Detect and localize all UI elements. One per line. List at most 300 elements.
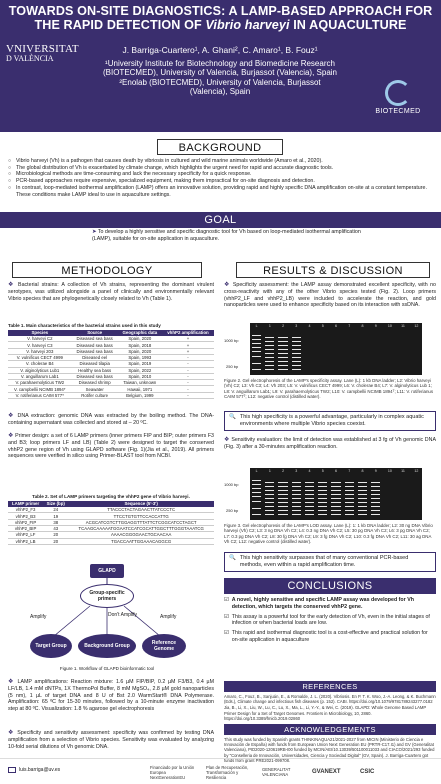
table-cell: Spain, 2022: [118, 367, 162, 373]
amplify-label-right: Amplify: [160, 614, 177, 620]
table-row: [8, 392, 214, 398]
table-cell: AAAACGGGGAACTGCAACAA: [68, 532, 214, 538]
table-cell: vhhP2_LF: [8, 532, 43, 538]
gel-band: [292, 361, 301, 362]
list-item: Amaro, C., Fouz, B., Sanjuán, E., & Romalde, J. L. (2020). Vibriosis. En P. T. K. Woo, J.-A. Leong, & K. Buchmann (Eds.), Climate change and infectious fish diseases (p. 152). CABI. https://doi.org/10.1079/9781789243277.0182: [224, 694, 436, 705]
table-cell: Diseased eel: [72, 354, 118, 360]
gel-lane-label: 4: [308, 469, 311, 473]
check-icon: ❖: [8, 413, 18, 419]
gel2-marker-1000: 1000 bp: [224, 482, 239, 487]
table-header-cell: Source: [72, 330, 118, 336]
author-names: J. Barriga-Cuartero¹, A. Ghani², C. Amaro¹, B. Fouz¹: [122, 45, 318, 55]
gel-band: [318, 498, 327, 499]
table-cell: +: [162, 348, 214, 354]
gel-band: [345, 494, 354, 495]
gel-band: [358, 514, 367, 515]
gel-band: [292, 337, 301, 338]
figure-2-caption: Figure 2. Gel electrophoresis of the LAMP's specificity assay. Lane (L): 1 kb DNA ladder; L2: Vibrio harveyi (Vh) C2; L3: Vh C3; L4: Vh 203; L5: V. vulnificus CECT 4999; L6: V. cholerae B4; L7: V. alginolyticus Lub 1; L8: V. anguillarum Lab1; L9: V. parahaemolyticus TW2; L10: V. campbellii NCIMB 1894ᵀ; L11: V. rotiferianus CAIM 577ᵀ; L12: negative control (distilled water).: [224, 378, 434, 399]
gel-band: [265, 486, 274, 487]
gel-band: [318, 502, 327, 503]
goal-heading: GOAL: [0, 212, 441, 228]
gel-lane-label: 7: [348, 469, 351, 473]
authors-block: [100, 46, 340, 97]
gel2-marker-250: 250 bp: [226, 508, 239, 513]
list-item: ○ The global distribution of Vh is exacerbated by climate change, which highlights the urgent need for rapid and accurate diagnostic tools.: [8, 164, 334, 171]
gel-lane-label: 11: [401, 469, 405, 473]
gel-band: [265, 514, 274, 515]
table-cell: 19: [43, 513, 68, 519]
gel-lane-label: 12: [414, 324, 419, 328]
eu-logo: Financiado por la Unión Europea NextGenerationEU: [150, 764, 195, 780]
gel-band: [252, 343, 261, 344]
gel-band: [371, 510, 380, 511]
gel-band: [345, 486, 354, 487]
gel-band: [358, 486, 367, 487]
table-cell: V. anguillarum Lab1: [8, 373, 72, 379]
gel-band: [358, 498, 367, 499]
gel-lane-label: 5: [321, 324, 324, 328]
gel-band: [278, 353, 287, 354]
gel-band: [278, 337, 287, 338]
references-list: [224, 694, 436, 721]
acknowledgements-text: This study was funded by Spanish grants THINKINAQUA21/2021-2027 from MICIN (Ministerio de Ciencia e Innovación de España) with funds from European Union Next Generation EU (PRTR-C17.I1) and GV (Generalitat Valenciana), PID2020-120619RB-I00 funded by MCIN/AEI/10.13039/501100011033 and CIACO/2021/293 funded by "Conselleria de Innovación, Universidades, Ciencia y Sociedad Digital" (GV, Spain). J. Barriga-Cuartero got funds from grant PRE2021-099708.: [224, 737, 435, 763]
gel-lane-label: 1: [268, 324, 271, 328]
gel-lane-label: 7: [348, 324, 351, 328]
lamp-amplification-text: ❖ LAMP amplifications: Reaction mixture: 1.6 µM FIP/BIP, 0.2 µM F3/B3, 0.4 µM LF/LB, 1.4 mM dNTPs, 1X ThermoPol Buffer, 8 mM MgSO₄, 2.8 µM gold nanoparticles (5 nm), 1 µL of target DNA and 8 U of Bst 2.0 WarmStart® DNA Polymerase. Amplification: 65 ºC for 15-30 minutes, followed by a 10-minute enzyme inactivation step at 80 ºC. Visualization: 1.8 % agarose gel electrophoresis: [8, 679, 214, 713]
table-cell: +: [162, 342, 214, 348]
gel-band: [305, 482, 314, 483]
gel-band: [278, 357, 287, 358]
table-cell: TCAAGCAAAAATGGAATCCATCGCATTGGCTTTGGGTAAATCG: [68, 525, 214, 531]
amplify-label-left: Amplify: [30, 614, 47, 620]
poster-title: TOWARDS ON-SITE DIAGNOSTICS: A LAMP-BASED APPROACH FOR THE RAPID DETECTION OF Vibrio harveyi IN AQUACULTURE: [8, 4, 433, 32]
gel-lane-label: 3: [295, 469, 298, 473]
gel-band: [278, 345, 287, 346]
gel-band: [252, 488, 261, 489]
bacterial-strains-text: ❖ Bacterial strains: A collection of Vh strains, representing the dominant virulent serotypes, was utilized alongside a panel of clinically and environmentally relevant Vibrio species that are phylogenetically closely related to Vh (Table 1).: [8, 282, 214, 302]
gel-band: [358, 502, 367, 503]
group-primers-node: Group-specific primers: [80, 584, 134, 608]
gel-band: [278, 349, 287, 350]
gel-band: [318, 514, 327, 515]
gel-band: [292, 341, 301, 342]
table-cell: V. harveyi 203: [8, 348, 72, 354]
gel-band: [318, 510, 327, 511]
methodology-heading: METHODOLOGY: [12, 262, 202, 278]
gel-lane-label: 3: [295, 324, 298, 328]
gel-band: [292, 490, 301, 491]
table-cell: V. harveyi C2: [8, 336, 72, 342]
table-cell: Spain, 2010: [118, 373, 162, 379]
references-heading: REFERENCES: [224, 681, 436, 692]
gel-band: [265, 361, 274, 362]
table-cell: V. harveyi C3: [8, 342, 72, 348]
gel-band: [305, 486, 314, 487]
list-item: ☑ This assay is a powerful tool for the early detection of Vh, even in the initial stages of infection or when bacterial loads are low.: [224, 613, 430, 627]
arrow-icon: ➤: [92, 229, 98, 235]
gel-band: [305, 510, 314, 511]
gel-lane-label: 9: [374, 324, 377, 328]
gel-band: [292, 486, 301, 487]
gel-band: [265, 345, 274, 346]
gel-band: [292, 514, 301, 515]
footer: [0, 758, 441, 784]
gel-band: [331, 502, 340, 503]
table-cell: V. parahaemolyticus TW2: [8, 380, 72, 386]
gel-band: [318, 506, 327, 507]
email-contact[interactable]: luis.barriga@uv.es: [8, 767, 60, 773]
gel-band: [331, 490, 340, 491]
gel-band: [278, 510, 287, 511]
background-heading: BACKGROUND: [157, 139, 283, 155]
biotecmed-logo: BIOTECMED: [363, 80, 433, 120]
gel-band: [305, 514, 314, 515]
gva-logo: GENERALITAT VALENCIANA: [262, 767, 291, 777]
gel-band: [305, 498, 314, 499]
gel-band: [252, 339, 261, 340]
gel-band: [292, 498, 301, 499]
gel-band: [292, 510, 301, 511]
recovery-plan-logo: Plan de Recuperación, Transformación y Resiliencia: [206, 764, 249, 780]
table-cell: vhhP2_F3: [8, 507, 43, 513]
conclusions-list: [224, 597, 436, 647]
table-cell: Diseased shrimp: [72, 380, 118, 386]
highlight-sensitivity: 🔍 This high sensitivity surpasses that of many conventional PCR-based methods, even within a rapid amplification time.: [224, 552, 436, 572]
list-item: ☑ A novel, highly sensitive and specific LAMP assay was developed for Vh detection, which targets the conserved vhhP2 gene.: [224, 597, 414, 610]
gel-band: [278, 490, 287, 491]
gel-band: [318, 482, 327, 483]
list-item: ○ Microbiological methods are time-consuming and lack the necessary specificity for a quick response.: [8, 171, 252, 178]
gel-band: [305, 490, 314, 491]
gel-band: [318, 490, 327, 491]
gel-band: [331, 494, 340, 495]
table-header-cell: vhhP2 amplification: [162, 330, 214, 336]
table-cell: 43: [43, 525, 68, 531]
table-cell: Diseased sea bass: [72, 373, 118, 379]
gel-band: [358, 506, 367, 507]
list-item: Jia, B., Li, X., Liu, W., Lu, C., Lu, X., Ma, L., Li, Y.-Y., & Wei, C. (2019). GLAPD: Whole Genome Based LAMP Primer Design for a Set of Target Genomes. Frontiers in Microbiology, 10, 2860. https://doi.org/10.3389/fmicb.2019.02860: [224, 705, 427, 721]
table-cell: 24: [43, 507, 68, 513]
gel-band: [265, 369, 274, 370]
gel-band: [252, 501, 261, 502]
table-cell: -: [162, 380, 214, 386]
gel-band: [358, 510, 367, 511]
gel-band: [265, 502, 274, 503]
sensitivity-result-text: ❖ Sensitivity evaluation: the limit of detection was established at 3 fg of Vh genomic DNA (Fig. 3) after a 30-minutes amplification reaction.: [224, 437, 436, 450]
list-item: ☑ This rapid and isothermal diagnostic tool is a cost-effective and practical solution for on-site application in aquaculture: [224, 630, 428, 643]
gel-band: [278, 482, 287, 483]
gel-band: [278, 506, 287, 507]
reference-genome-node: Reference Genome: [142, 634, 186, 658]
conclusions-heading: CONCLUSIONS: [224, 578, 436, 594]
gel-band: [265, 357, 274, 358]
acknowledgements-heading: ACKNOWLEDGEMENTS: [224, 724, 436, 735]
gel-band: [252, 492, 261, 493]
gel-lane-label: L: [255, 324, 258, 328]
check-icon: ❖: [8, 433, 16, 439]
gel-band: [331, 510, 340, 511]
glapd-workflow: [12, 564, 202, 676]
gel-band: [265, 482, 274, 483]
gel-band: [358, 494, 367, 495]
university-logo: VNIVERSITAT D VALÈNCIA: [6, 43, 79, 63]
table-cell: Diseased sea bass: [72, 348, 118, 354]
check-icon: ❖: [224, 437, 232, 443]
gel-band: [252, 351, 261, 352]
table-cell: -: [162, 386, 214, 392]
gel-band: [265, 337, 274, 338]
gel-lane-label: 1: [268, 469, 271, 473]
figure-1-caption: Figure 1. Workflow of GLAPD bioinformatic tool: [59, 666, 155, 671]
gel-band: [278, 369, 287, 370]
table-cell: Healthy sea bass: [72, 367, 118, 373]
gel-band: [252, 363, 261, 364]
affiliation-2: ²Enolab (BIOTECMED), University of Valencia, Burjassot (Valencia), Spain: [119, 77, 321, 96]
gel-lane-label: 10: [387, 469, 392, 473]
table-2-caption: Table 2. Set of LAMP primers targeting the vhhP2 gene of Vibrio harveyi.: [32, 494, 190, 499]
poster-header: [0, 0, 441, 132]
results-heading: RESULTS & DISCUSSION: [236, 262, 430, 278]
gel-band: [292, 349, 301, 350]
gel-band: [265, 498, 274, 499]
gel-band: [265, 506, 274, 507]
goal-text: ➤ To develop a highly sensitive and specific diagnostic tool for Vh based on loop-mediated isothermal amplification (LAMP), suitable for on-site application in aquaculture.: [92, 229, 361, 242]
gel-band: [292, 365, 301, 366]
gel-lane-label: 5: [321, 469, 324, 473]
table-cell: Diseased tilapia: [72, 361, 118, 367]
gel-band: [292, 502, 301, 503]
check-icon: ❖: [8, 679, 18, 685]
gel-band: [345, 506, 354, 507]
gel-band: [265, 494, 274, 495]
gel-band: [331, 506, 340, 507]
table-cell: +: [162, 336, 214, 342]
table-cell: Rotifer culture: [72, 392, 118, 398]
table-cell: V. cholerae B4: [8, 361, 72, 367]
glapd-node: GLAPD: [90, 564, 124, 578]
gel-lane-label: 8: [361, 324, 364, 328]
check-icon: ❖: [8, 730, 18, 736]
checkbox-icon: ☑: [224, 597, 229, 603]
gel-band: [265, 490, 274, 491]
gel-band: [292, 506, 301, 507]
gel-image-sensitivity: [250, 468, 422, 520]
gel-lane-label: 6: [335, 324, 337, 328]
table-1-caption: Table 1. Main characteristics of the bacterial strains used in this study: [8, 323, 161, 328]
table-cell: Diseased sea bass: [72, 342, 118, 348]
gvanext-logo: GVANEXT: [312, 768, 341, 775]
table-cell: -: [162, 354, 214, 360]
gel-band: [292, 353, 301, 354]
gel-band: [371, 498, 380, 499]
table-1: [8, 323, 214, 399]
table-header-cell: Sequence (5'-3'): [68, 501, 214, 507]
gel-band: [318, 494, 327, 495]
gel-band: [371, 482, 380, 483]
magnifier-icon: 🔍: [229, 555, 236, 561]
table-cell: vhhP2_BIP: [8, 525, 43, 531]
table-cell: V. vulnificus CECT 4999: [8, 354, 72, 360]
table-cell: Spain, 2018: [118, 342, 162, 348]
gel-band: [331, 482, 340, 483]
gel-band: [331, 486, 340, 487]
gel-band: [371, 502, 380, 503]
table-cell: ACGCATCGTCTTGGAGGTTTATTCTCGGCATCCTAGCT: [68, 519, 214, 525]
dna-extraction-text: ❖ DNA extraction: genomic DNA was extracted by the boiling method. The DNA-containing supernatant was collected and stored at – 20 ºC.: [8, 413, 214, 426]
gel-band: [331, 514, 340, 515]
gel-band: [292, 345, 301, 346]
table-cell: V. campbellii NCIMB 1894ᵀ: [8, 386, 72, 392]
table-cell: TTCCTGTGTTCCACCATTG: [68, 513, 214, 519]
table-cell: V. alginolyticus Lub1: [8, 367, 72, 373]
table-cell: Taiwan, unknown: [118, 380, 162, 386]
table-cell: -: [162, 367, 214, 373]
table-header-cell: Geographic data: [118, 330, 162, 336]
check-icon: ❖: [8, 282, 19, 288]
table-header-cell: Size (bp): [43, 501, 68, 507]
gel-band: [252, 347, 261, 348]
figure-3-caption: Figure 3. Gel electrophoresis of the LAMP's LOD assay. Lane (L): 1: 1 kb DNA ladder; L2: 30 ng DNA Vibrio harveyi (Vh) C2; L3: 3 ng DNA Vh C2; L4: 0.3 ng DNA Vh C2; L5: 30 pg DNA Vh C2; L6: 3 pg DNA Vh C2; L7: 0.3 pg DNA Vh C2; L8: 30 fg DNA Vh C2; L9: 3 fg DNA Vh C2; L10: 0.3 fg DNA Vh C2; L11: 30 ag DNA Vh C2; L12: negative control (distilled water).: [224, 523, 433, 544]
table-cell: Hawaii, 1971: [118, 386, 162, 392]
biotecmed-ring-icon: [385, 80, 411, 106]
gel-band: [345, 502, 354, 503]
gel-band: [371, 486, 380, 487]
gel-band: [278, 365, 287, 366]
gel-band: [305, 506, 314, 507]
gel-lane-label: 8: [361, 469, 364, 473]
highlight-specificity: 🔍 This high specificity is a powerful advantage, particularly in complex aquatic environments where multiple Vibrio species coexist.: [224, 411, 436, 431]
table-cell: Spain, 2020: [118, 348, 162, 354]
gel-band: [265, 349, 274, 350]
gel-band: [265, 510, 274, 511]
gel1-marker-1000: 1000 bp: [224, 338, 239, 343]
gel-band: [278, 361, 287, 362]
gel-band: [292, 482, 301, 483]
table-cell: TGACCAATTGGAAACAGGCG: [68, 538, 214, 544]
table-cell: vhhP2_FIP: [8, 519, 43, 525]
workflow-arrows: [12, 564, 202, 676]
table-cell: Seawater: [72, 386, 118, 392]
checkbox-icon: ☑: [224, 613, 229, 620]
background-group-node: Background Group: [78, 634, 136, 658]
gel-band: [345, 490, 354, 491]
gel-band: [278, 486, 287, 487]
table-row: [8, 538, 214, 544]
list-item: ○ PCR-based approaches require expensive, specialized equipment, making them impractical for on-site diagnosis and detection.: [8, 178, 315, 185]
table-header-cell: Species: [8, 330, 72, 336]
primer-design-text: ❖ Primer design: a set of 6 LAMP primers (inner primers FIP and BIP; outer primers F3 and B3; loop primers LF and LB) (Table 2) were designed to target the conserved vhhP2 gene region of Vh using GLAPD software (Fig. 1)(Jia et al., 2019). All primers sequences were verified in silico using Primer-BLAST tool from NCBI.: [8, 433, 215, 460]
gel-band: [265, 341, 274, 342]
list-item: ○ In contrast, loop-mediated isothermal amplification (LAMP) offers an innovative solution, providing rapid and highly specific DNA amplification on-site at a constant temperature. These conditions make LAMP ideal to use in aquaculture settings.: [8, 184, 427, 198]
gel-band: [345, 514, 354, 515]
gel-band: [278, 514, 287, 515]
gel-band: [252, 356, 261, 357]
gel-band: [292, 369, 301, 370]
gel-lane-label: L: [255, 469, 258, 473]
table-2: [8, 494, 214, 545]
gel-band: [345, 482, 354, 483]
gel-lane-label: 4: [308, 324, 311, 328]
magnifier-icon: 🔍: [229, 414, 236, 420]
table-cell: V. rotiferianus CAIM 577ᵀ: [8, 392, 72, 398]
specificity-result-text: ❖ Specificity assessment: the LAMP assay demonstrated excellent specificity, with no cross-reactivity with any of the other Vibrio species tested (Fig. 2). Loop primers (vhhP2_LF and vhhP2_LB) were included to accelerate the reaction, and gold nanoparticles were used to enhance specificity based on its interaction with ssDNA.: [224, 282, 436, 309]
gel-band: [331, 498, 340, 499]
background-list: [8, 158, 436, 198]
table-header-cell: LAMP primer: [8, 501, 43, 507]
table-cell: 20: [43, 538, 68, 544]
gel-band: [318, 486, 327, 487]
gel-band: [252, 484, 261, 485]
gel-band: [358, 482, 367, 483]
affiliation-1: ¹University Institute for Biotechnology and Biomedicine Research (BIOTECMED), University of Valencia, Burjassot (Valencia), Spain: [102, 58, 337, 77]
gel-band: [252, 496, 261, 497]
table-cell: -: [162, 392, 214, 398]
csic-logo: CSIC: [360, 768, 375, 775]
table-cell: Belgium, 1999: [118, 392, 162, 398]
gel-band: [278, 498, 287, 499]
table-cell: vhhP2_B3: [8, 513, 43, 519]
gel-lane-label: 9: [374, 469, 377, 473]
gel-lane-label: 10: [387, 324, 392, 328]
gel-band: [371, 494, 380, 495]
table-cell: Diseased sea bass: [72, 336, 118, 342]
gel-band: [278, 502, 287, 503]
specificity-sensitivity-text: ❖ Specificity and sensitivity assessment: specificity was confirmed by testing DNA amplification from a selection of Vibrio species. Sensitivity was evaluated by analyzing 10-fold serial dilutions of Vh genomic DNA.: [8, 730, 215, 750]
gel-image-specificity: [250, 323, 422, 375]
check-icon: ❖: [224, 282, 233, 288]
gel-band: [278, 494, 287, 495]
table-cell: Spain, 1993: [118, 354, 162, 360]
table-cell: 38: [43, 519, 68, 525]
gel-band: [265, 365, 274, 366]
list-item: ○ Vibrio harveyi (Vh) is a pathogen that causes death by vibriosis in cultured and wild marine animals worldwide (Amaro et al., 2020).: [8, 158, 323, 164]
gel-lane-label: 12: [414, 469, 419, 473]
table-cell: Spain, 2019: [118, 361, 162, 367]
gel-band: [371, 514, 380, 515]
table-cell: -: [162, 361, 214, 367]
gel-band: [252, 480, 261, 481]
gel-band: [305, 502, 314, 503]
gel-lane-label: 2: [282, 324, 285, 328]
gel-lane-label: 6: [335, 469, 337, 473]
gel-band: [252, 369, 261, 370]
gel-band: [358, 490, 367, 491]
gel-band: [265, 353, 274, 354]
table-cell: -: [162, 373, 214, 379]
gel1-marker-250: 250 bp: [226, 364, 239, 369]
table-cell: Spain, 2020: [118, 336, 162, 342]
gel-band: [252, 335, 261, 336]
gel-band: [278, 341, 287, 342]
checkbox-icon: ☑: [224, 630, 229, 637]
table-cell: 20: [43, 532, 68, 538]
dont-amplify-label: Don't Amplify: [108, 612, 138, 618]
gel-band: [292, 494, 301, 495]
mail-icon: [8, 767, 16, 773]
gel-band: [292, 357, 301, 358]
gel-band: [371, 490, 380, 491]
gel-lane-label: 2: [282, 469, 285, 473]
gel-band: [252, 508, 261, 509]
gel-band: [345, 498, 354, 499]
table-cell: TTACCCTACTAGAACTTATCCCTC: [68, 507, 214, 513]
table-cell: vhhP2_LB: [8, 538, 43, 544]
gel-band: [345, 510, 354, 511]
gel-band: [371, 506, 380, 507]
gel-band: [252, 514, 261, 515]
gel-band: [305, 494, 314, 495]
target-group-node: Target Group: [30, 634, 72, 658]
